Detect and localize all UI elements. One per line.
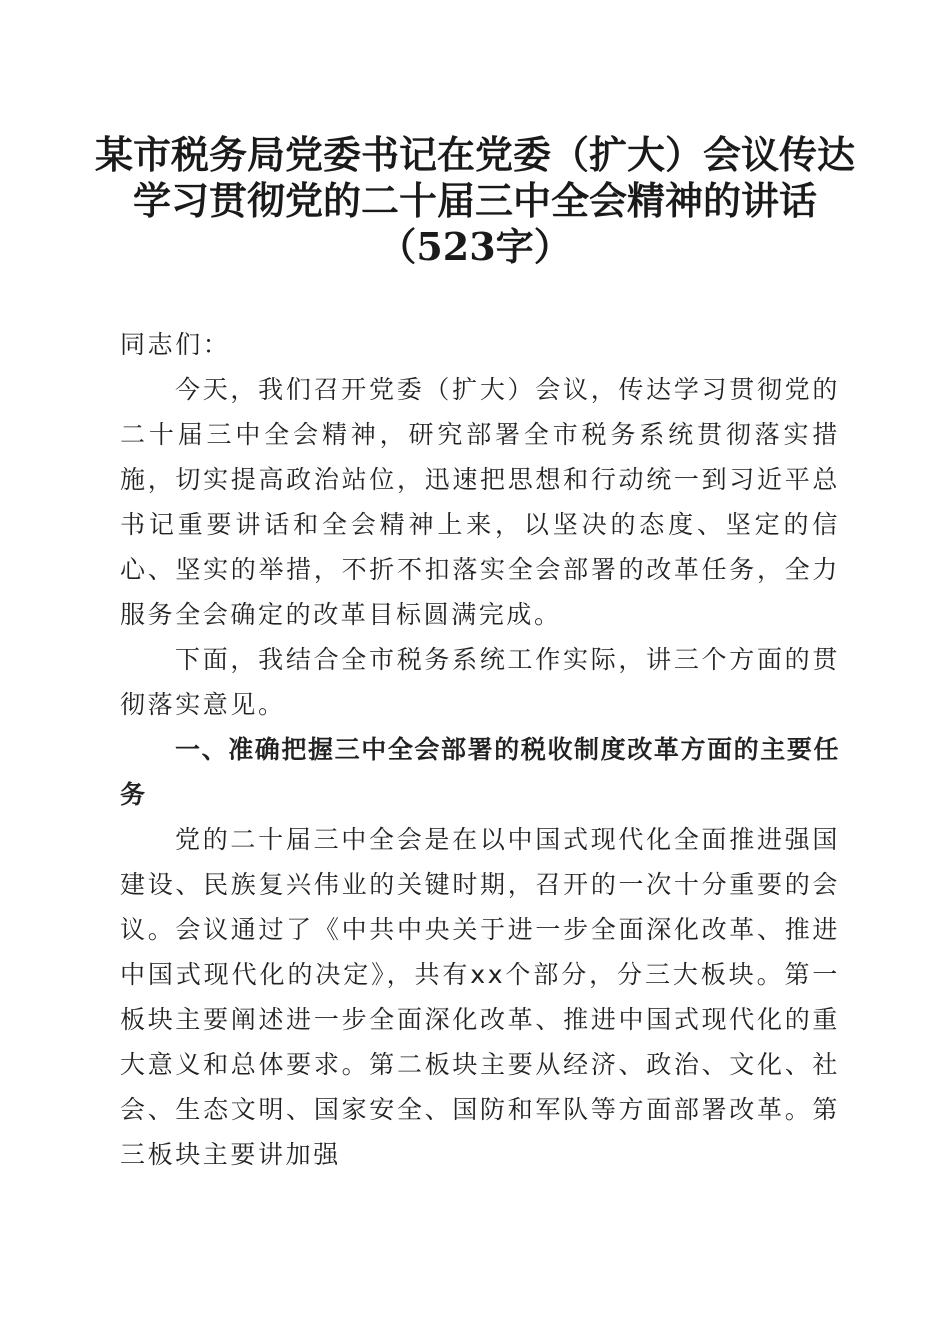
paragraph-intro: 今天，我们召开党委（扩大）会议，传达学习贯彻党的二十届三中全会精神，研究部署全市税务系统贯彻落实措施，切实提高政治站位，迅速把思想和行动统一到习近平总书记重要讲话和全会精神上来，以坚决的态度、坚定的信心、坚实的举措，不折不扣落实全会部署的改革任务，全力服务全会确定的改革目标圆满完成。 [120, 375, 840, 629]
section-paragraph: 党的二十届三中全会是在以中国式现代化全面推进强国建设、民族复兴伟业的关键时期，召开的一次十分重要的会议。会议通过了《中共中央关于进一步全面深化改革、推进中国式现代化的决定》，共有xx个部分，分三大板块。第一板块主要阐述进一步全面深化改革、推进中国式现代化的重大意义和总体要求。第二板块主要从经济、政治、文化、社会、生态文明、国家安全、国防和军队等方面部署改革。第三板块主要讲加强 [120, 825, 840, 1169]
title-line-2: 学习贯彻党的二十届三中全会精神的讲话 [132, 178, 817, 223]
document-title [80, 132, 870, 270]
title-word-count: （523字） [378, 224, 572, 269]
document-body [120, 322, 840, 1177]
title-line-1: 某市税务局党委书记在党委（扩大）会议传达 [94, 132, 855, 177]
paragraph-outline: 下面，我结合全市税务系统工作实际，讲三个方面的贯彻落实意见。 [120, 645, 840, 719]
salutation: 同志们： [120, 330, 231, 359]
section-heading: 一、准确把握三中全会部署的税收制度改革方面的主要任务 [120, 735, 840, 809]
